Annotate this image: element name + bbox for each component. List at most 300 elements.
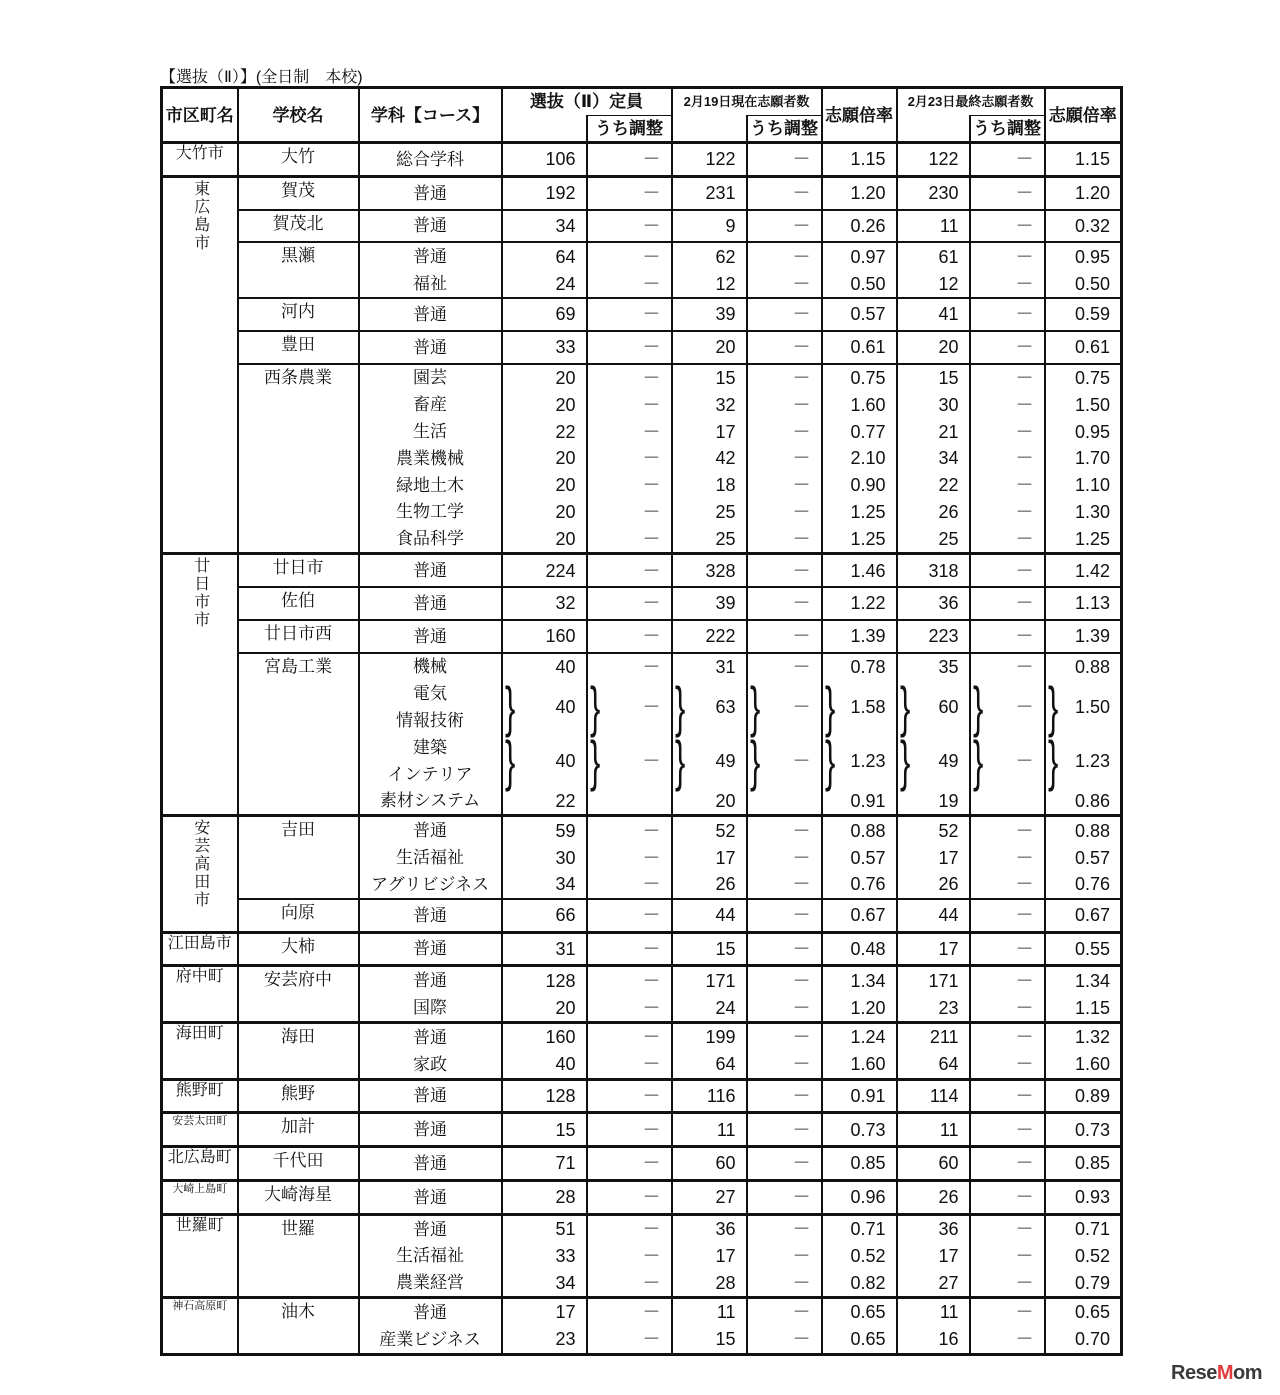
feb19-rate-value: 0.65 [850, 1302, 886, 1323]
feb23-rate [1045, 1180, 1122, 1214]
feb23-rate [1045, 816, 1122, 844]
feb19-applicants [672, 364, 747, 392]
table-row [162, 1022, 1122, 1050]
feb23-applicants-value: 230 [928, 183, 959, 204]
quota-adjust [587, 1298, 672, 1326]
feb23-adjust [970, 1242, 1045, 1269]
city-name-text: 東広島市 [191, 179, 209, 252]
feb19-adjust-value: － [792, 448, 811, 469]
feb19-applicants [672, 899, 747, 932]
feb19-adjust [747, 554, 822, 587]
feb19-applicants-value: 116 [706, 1085, 736, 1106]
feb23-adjust-value: － [1015, 1054, 1034, 1075]
quota-value: 192 [545, 183, 576, 204]
quota [502, 364, 587, 392]
city-name [162, 143, 238, 177]
quota-adjust [587, 298, 672, 331]
feb19-adjust-value: － [792, 183, 811, 204]
feb23-applicants [897, 143, 970, 177]
feb23-applicants-value: 44 [938, 905, 959, 926]
brace-icon: } [504, 675, 515, 739]
feb23-rate [1045, 620, 1122, 653]
quota-value: 40 [555, 656, 576, 677]
feb19-rate-value: 0.76 [850, 874, 886, 895]
feb23-adjust [970, 899, 1045, 932]
feb19-adjust [747, 788, 822, 816]
feb19-applicants-value: 11 [716, 1302, 736, 1323]
quota-adjust [587, 788, 672, 816]
feb19-adjust [747, 1180, 822, 1214]
feb19-adjust [747, 1079, 822, 1113]
feb23-adjust-value: － [1015, 997, 1034, 1018]
quota [502, 445, 587, 472]
city-name-text: 海田町 [175, 1024, 224, 1042]
feb23-rate-value: 0.32 [1075, 215, 1111, 236]
table-row [162, 1113, 1122, 1147]
quota [502, 1147, 587, 1181]
feb23-rate-value: 0.65 [1075, 1302, 1111, 1323]
feb23-applicants [897, 391, 970, 418]
feb23-applicants [897, 587, 970, 620]
brace-icon: } [824, 675, 835, 739]
feb23-rate-value: 1.15 [1075, 149, 1111, 170]
quota-value: 24 [555, 273, 576, 294]
course-name: 食品科学 [359, 525, 502, 553]
table-row [162, 210, 1122, 243]
quota-adjust-value: － [642, 215, 661, 236]
quota-adjust-value: － [642, 560, 661, 581]
quota-adjust [587, 270, 672, 298]
feb23-adjust [970, 391, 1045, 418]
feb19-applicants [672, 1214, 747, 1242]
feb23-rate-value: 0.50 [1075, 273, 1111, 294]
quota-adjust [587, 331, 672, 364]
feb19-rate [822, 1051, 897, 1079]
feb19-applicants-value: 15 [715, 1329, 736, 1350]
feb19-adjust-value: － [792, 1219, 811, 1240]
feb23-rate-value: 0.75 [1075, 367, 1111, 388]
quota [502, 587, 587, 620]
course-name: 普通 [359, 1079, 502, 1113]
school-name: 吉田 [238, 816, 359, 899]
feb19-adjust [747, 1147, 822, 1181]
feb23-rate-value: 1.50 [1075, 394, 1111, 415]
quota-value: 30 [555, 847, 576, 868]
quota-value: 71 [555, 1153, 576, 1174]
quota [502, 1113, 587, 1147]
table-row [162, 1298, 1122, 1326]
feb23-adjust-value: － [1015, 560, 1034, 581]
feb23-rate [1045, 788, 1122, 816]
feb23-applicants-value: 61 [938, 246, 959, 267]
table-row [162, 1147, 1122, 1181]
feb23-rate-value: 0.67 [1075, 905, 1111, 926]
feb23-adjust-value: － [1015, 183, 1034, 204]
quota-adjust [587, 932, 672, 966]
feb23-applicants-value: 16 [938, 1329, 959, 1350]
brace-icon: } [749, 675, 760, 739]
quota-adjust-value: － [642, 874, 661, 895]
feb19-adjust-value: － [792, 593, 811, 614]
quota [502, 499, 587, 526]
feb23-applicants [897, 364, 970, 392]
table-row [162, 620, 1122, 653]
feb19-applicants-value: 42 [715, 448, 736, 469]
quota-value: 69 [555, 304, 576, 325]
feb23-applicants-value: 35 [938, 656, 959, 677]
quota [502, 1269, 587, 1297]
feb23-applicants [897, 1326, 970, 1354]
header-quota-adjust: うち調整 [587, 115, 672, 143]
feb19-adjust-value: － [792, 421, 811, 442]
header-quota: 選抜（Ⅱ）定員 [502, 88, 672, 116]
feb23-applicants-value: 114 [929, 1085, 959, 1106]
feb23-applicants [897, 1147, 970, 1181]
course-name: 情報技術 [359, 707, 502, 734]
course-name: 生活 [359, 418, 502, 445]
school-name: 千代田 [238, 1147, 359, 1181]
feb23-adjust-value: － [1015, 1119, 1034, 1140]
feb19-adjust [747, 932, 822, 966]
feb23-rate-value: 0.79 [1075, 1272, 1111, 1293]
feb23-applicants-value: 15 [938, 367, 959, 388]
quota-adjust-value: － [642, 820, 661, 841]
feb23-adjust-value: － [1015, 656, 1034, 677]
feb19-applicants [672, 1298, 747, 1326]
school-name: 大柿 [238, 932, 359, 966]
feb19-rate [822, 1298, 897, 1326]
quota-value: 20 [555, 501, 576, 522]
city-name [162, 1180, 238, 1214]
feb23-adjust-value: － [1015, 938, 1034, 959]
feb23-rate-value: 0.85 [1075, 1153, 1111, 1174]
feb19-rate-value: 0.82 [850, 1272, 886, 1293]
feb23-rate-value: 1.34 [1075, 970, 1111, 991]
feb23-applicants-value: 11 [939, 215, 959, 236]
feb19-rate [822, 816, 897, 844]
city-name [162, 966, 238, 1023]
quota-adjust-value: － [642, 997, 661, 1018]
quota-value: 51 [555, 1219, 576, 1240]
feb19-rate [822, 675, 897, 739]
feb23-rate [1045, 1051, 1122, 1079]
quota-adjust [587, 143, 672, 177]
feb23-rate-value: 0.57 [1075, 847, 1111, 868]
feb19-adjust-value: － [792, 905, 811, 926]
course-name: 普通 [359, 210, 502, 243]
school-name: 廿日市 [238, 554, 359, 587]
feb23-rate-value: 0.71 [1075, 1219, 1111, 1240]
course-name: 普通 [359, 242, 502, 270]
feb23-adjust [970, 932, 1045, 966]
feb19-rate [822, 364, 897, 392]
quota-adjust-value: － [642, 1272, 661, 1293]
feb23-applicants-value: 27 [938, 1272, 959, 1293]
feb19-applicants [672, 242, 747, 270]
feb19-adjust-value: － [792, 1272, 811, 1293]
course-name: 生活福祉 [359, 844, 502, 871]
feb19-rate-value: 1.24 [850, 1027, 886, 1048]
feb19-applicants-value: 171 [705, 970, 736, 991]
school-name: 佐伯 [238, 587, 359, 620]
feb19-applicants [672, 1326, 747, 1354]
table-row [162, 298, 1122, 331]
feb23-applicants [897, 1022, 970, 1050]
feb23-applicants-value: 36 [938, 593, 959, 614]
feb19-rate [822, 270, 897, 298]
quota [502, 899, 587, 932]
feb23-adjust [970, 1147, 1045, 1181]
feb19-adjust [747, 391, 822, 418]
feb23-rate [1045, 554, 1122, 587]
feb23-adjust-value: － [1015, 246, 1034, 267]
feb19-rate-value: 0.78 [850, 656, 886, 677]
quota-adjust [587, 1214, 672, 1242]
feb23-adjust [970, 966, 1045, 994]
feb19-adjust-value: － [792, 820, 811, 841]
feb23-adjust-value: － [1015, 149, 1034, 170]
feb23-adjust-value: － [1015, 1245, 1034, 1266]
feb19-applicants [672, 1113, 747, 1147]
feb19-rate [822, 788, 897, 816]
feb19-rate [822, 844, 897, 871]
feb23-adjust-value: － [1015, 1219, 1034, 1240]
feb19-adjust-value: － [792, 1302, 811, 1323]
course-name: 国際 [359, 994, 502, 1022]
feb23-adjust [970, 176, 1045, 209]
feb19-rate-value: 1.46 [850, 560, 886, 581]
course-name: 農業機械 [359, 445, 502, 472]
feb19-adjust-value: － [792, 970, 811, 991]
course-name: インテリア [359, 761, 502, 788]
city-name [162, 1298, 238, 1355]
quota-adjust [587, 1242, 672, 1269]
feb19-adjust-value: － [792, 215, 811, 236]
feb23-applicants [897, 1079, 970, 1113]
feb19-applicants-value: 25 [715, 528, 736, 549]
feb19-adjust-value: － [792, 750, 811, 771]
feb23-adjust-value: － [1015, 367, 1034, 388]
feb19-rate-value: 0.61 [850, 337, 886, 358]
feb23-rate-value: 0.70 [1075, 1329, 1111, 1350]
school-name: 向原 [238, 899, 359, 932]
city-name [162, 1079, 238, 1113]
feb19-adjust-value: － [792, 337, 811, 358]
feb23-adjust [970, 675, 1045, 739]
quota [502, 210, 587, 243]
quota [502, 966, 587, 994]
feb19-adjust-value: － [792, 367, 811, 388]
quota-adjust [587, 816, 672, 844]
feb23-rate-value: 1.25 [1075, 528, 1111, 549]
feb19-applicants [672, 331, 747, 364]
quota-adjust [587, 1079, 672, 1113]
feb23-rate [1045, 1022, 1122, 1050]
feb19-applicants [672, 270, 747, 298]
city-name [162, 554, 238, 816]
brace-icon: } [972, 728, 983, 792]
course-name: 家政 [359, 1051, 502, 1079]
quota-adjust [587, 899, 672, 932]
feb23-applicants [897, 675, 970, 739]
feb19-rate [822, 242, 897, 270]
feb23-applicants [897, 1180, 970, 1214]
header-course: 学科【コース】 [359, 88, 502, 143]
feb19-adjust [747, 1298, 822, 1326]
quota-value: 22 [555, 421, 576, 442]
feb23-applicants-value: 20 [938, 337, 959, 358]
feb19-applicants [672, 1147, 747, 1181]
quota [502, 728, 587, 792]
feb23-adjust [970, 1113, 1045, 1147]
quota-value: 224 [545, 560, 576, 581]
feb23-adjust [970, 499, 1045, 526]
quota-value: 128 [545, 970, 576, 991]
feb23-adjust [970, 331, 1045, 364]
quota-value: 17 [555, 1302, 576, 1323]
feb19-adjust [747, 242, 822, 270]
table-row [162, 1214, 1122, 1242]
feb23-adjust-value: － [1015, 215, 1034, 236]
school-name: 大崎海星 [238, 1180, 359, 1214]
feb19-applicants-value: 12 [715, 273, 736, 294]
feb23-rate [1045, 932, 1122, 966]
feb23-adjust [970, 1079, 1045, 1113]
table-row [162, 932, 1122, 966]
feb23-adjust [970, 1269, 1045, 1297]
feb23-rate [1045, 445, 1122, 472]
city-name [162, 176, 238, 553]
feb23-applicants [897, 1214, 970, 1242]
table-row [162, 1079, 1122, 1113]
feb23-adjust-value: － [1015, 448, 1034, 469]
feb19-adjust [747, 994, 822, 1022]
quota [502, 620, 587, 653]
course-name: 生物工学 [359, 499, 502, 526]
quota-adjust [587, 844, 672, 871]
course-name: 緑地土木 [359, 472, 502, 499]
feb23-adjust-value: － [1015, 1302, 1034, 1323]
feb23-adjust-value: － [1015, 593, 1034, 614]
header-school: 学校名 [238, 88, 359, 143]
feb19-rate-value: 0.71 [850, 1219, 886, 1240]
feb19-applicants-value: 49 [715, 750, 736, 771]
school-name: 海田 [238, 1022, 359, 1079]
city-name [162, 1214, 238, 1297]
feb23-applicants-value: 52 [938, 820, 959, 841]
course-name: 畜産 [359, 391, 502, 418]
feb23-rate [1045, 176, 1122, 209]
quota-adjust-value: － [642, 528, 661, 549]
school-name: 加計 [238, 1113, 359, 1147]
feb23-adjust [970, 1051, 1045, 1079]
course-name: 普通 [359, 1180, 502, 1214]
feb19-applicants [672, 675, 747, 739]
quota [502, 932, 587, 966]
feb23-applicants-value: 23 [938, 997, 959, 1018]
course-name: 普通 [359, 298, 502, 331]
quota-adjust-value: － [642, 421, 661, 442]
course-name: 普通 [359, 932, 502, 966]
feb19-adjust [747, 844, 822, 871]
quota-adjust-value: － [642, 1153, 661, 1174]
city-name [162, 1113, 238, 1147]
feb23-applicants [897, 210, 970, 243]
feb23-rate-value: 0.52 [1075, 1245, 1111, 1266]
feb19-applicants [672, 1180, 747, 1214]
feb19-applicants-value: 18 [715, 475, 736, 496]
quota [502, 994, 587, 1022]
quota [502, 472, 587, 499]
quota-adjust [587, 364, 672, 392]
quota-adjust-value: － [642, 246, 661, 267]
quota [502, 331, 587, 364]
brace-icon: } [749, 728, 760, 792]
header-rate-feb19: 志願倍率 [822, 88, 897, 143]
feb23-applicants-value: 19 [938, 790, 959, 811]
quota-adjust-value: － [642, 1302, 661, 1323]
feb19-applicants-value: 199 [705, 1027, 736, 1048]
feb23-adjust [970, 816, 1045, 844]
course-name: 素材システム [359, 788, 502, 816]
feb19-adjust [747, 587, 822, 620]
feb23-applicants [897, 472, 970, 499]
feb23-adjust-value: － [1015, 1027, 1034, 1048]
feb19-rate-value: 0.26 [850, 215, 886, 236]
feb19-adjust-value: － [792, 528, 811, 549]
feb23-rate [1045, 1214, 1122, 1242]
city-name-text: 廿日市市 [191, 557, 209, 630]
feb23-applicants [897, 932, 970, 966]
quota-value: 40 [555, 750, 576, 771]
feb19-applicants [672, 445, 747, 472]
quota-adjust-value: － [642, 448, 661, 469]
feb23-rate [1045, 1147, 1122, 1181]
quota-adjust [587, 472, 672, 499]
quota-adjust-value: － [642, 1054, 661, 1075]
feb23-applicants [897, 1051, 970, 1079]
feb19-adjust [747, 143, 822, 177]
feb23-adjust [970, 143, 1045, 177]
feb19-rate [822, 1326, 897, 1354]
table-row [162, 364, 1122, 392]
school-name: 賀茂北 [238, 210, 359, 243]
quota [502, 391, 587, 418]
feb19-applicants-value: 44 [715, 905, 736, 926]
brace-icon: } [899, 675, 910, 739]
feb19-adjust [747, 966, 822, 994]
feb23-applicants-value: 223 [928, 626, 959, 647]
feb19-rate-value: 1.20 [850, 183, 886, 204]
feb19-adjust-value: － [792, 246, 811, 267]
quota-adjust [587, 728, 672, 792]
feb23-rate-value: 0.59 [1075, 304, 1111, 325]
feb23-adjust-value: － [1015, 528, 1034, 549]
feb23-adjust [970, 242, 1045, 270]
quota-adjust-value: － [642, 1027, 661, 1048]
quota-adjust-value: － [642, 656, 661, 677]
feb23-rate-value: 1.70 [1075, 448, 1111, 469]
header-feb23-blank [897, 115, 970, 143]
feb19-applicants-value: 328 [705, 560, 736, 581]
feb23-adjust [970, 994, 1045, 1022]
feb19-applicants [672, 966, 747, 994]
school-name: 熊野 [238, 1079, 359, 1113]
feb23-applicants [897, 816, 970, 844]
feb23-adjust-value: － [1015, 394, 1034, 415]
feb23-adjust [970, 1326, 1045, 1354]
feb19-rate-value: 0.91 [850, 1085, 886, 1106]
